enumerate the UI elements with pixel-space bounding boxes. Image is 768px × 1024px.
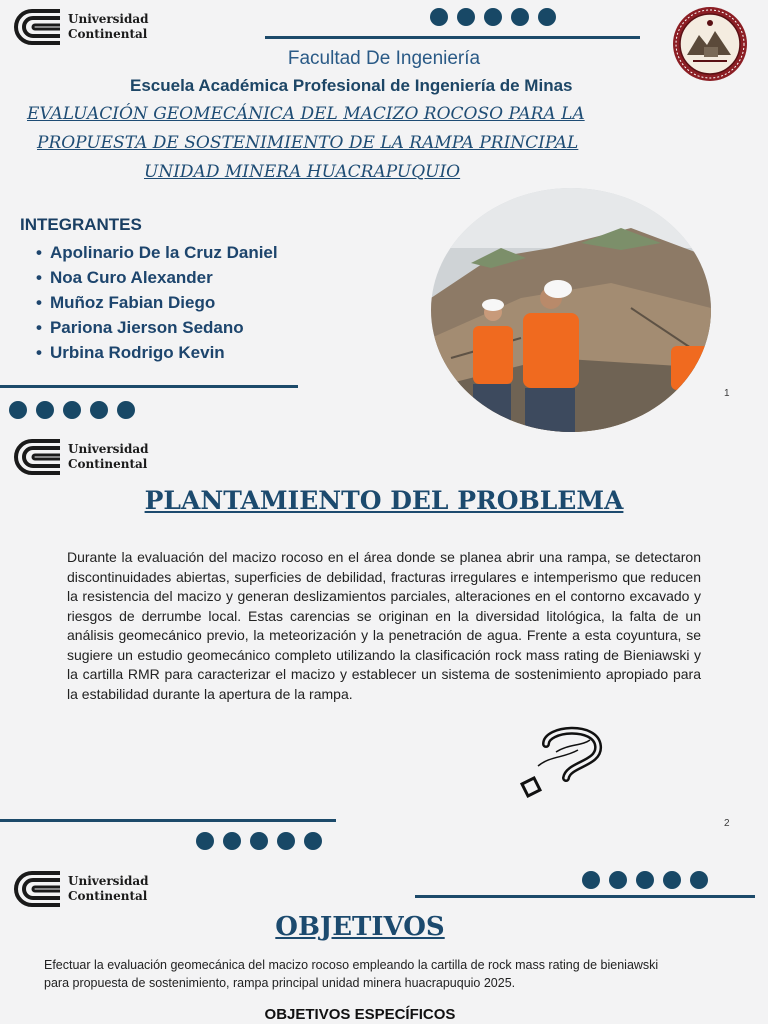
dot-icon <box>484 8 502 26</box>
decorative-dots <box>430 8 556 26</box>
list-item: • Muñoz Fabian Diego <box>36 290 278 315</box>
dot-icon <box>90 401 108 419</box>
dot-icon <box>663 871 681 889</box>
thesis-title-line-1: EVALUACIÓN GEOMECÁNICA DEL MACIZO ROCOSO PARA LA <box>27 104 585 124</box>
dot-icon <box>117 401 135 419</box>
dot-icon <box>582 871 600 889</box>
field-photo <box>431 188 711 432</box>
slide-1 <box>0 0 768 432</box>
general-objective <box>44 956 744 992</box>
school-name: Escuela Académica Profesional de Ingeniería de Minas <box>130 76 573 95</box>
dot-icon <box>538 8 556 26</box>
university-logo <box>14 438 149 476</box>
logo-text-line1: Universidad <box>68 12 149 26</box>
list-item: • Apolinario De la Cruz Daniel <box>36 240 278 265</box>
faculty-seal-icon <box>671 5 749 83</box>
dot-icon <box>430 8 448 26</box>
dot-icon <box>457 8 475 26</box>
general-objective-line-2: para propuesta de sostenimiento, rampa principal unidad minera huacrapuquio 2025. <box>44 976 516 990</box>
list-item: • Urbina Rodrigo Kevin <box>36 340 278 365</box>
decorative-dots <box>582 871 708 889</box>
list-item: • Noa Curo Alexander <box>36 265 278 290</box>
specific-objectives-heading: OBJETIVOS ESPECÍFICOS <box>264 1006 456 1023</box>
decorative-dots <box>9 401 135 419</box>
thesis-title-line-3: UNIDAD MINERA HUACRAPUQUIO <box>144 162 461 182</box>
page-number: 2 <box>724 818 730 829</box>
general-objective-line-1: Efectuar la evaluación geomecánica del macizo rocoso empleando la cartilla de rock mass rating de bieniawski <box>44 958 659 972</box>
dot-icon <box>636 871 654 889</box>
dot-icon <box>223 832 241 850</box>
decorative-dots <box>196 832 322 850</box>
university-logo-icon <box>14 870 62 908</box>
divider-line <box>0 819 336 822</box>
dot-icon <box>277 832 295 850</box>
problem-heading: PLANTAMIENTO DEL PROBLEMA <box>144 486 624 515</box>
dot-icon <box>196 832 214 850</box>
logo-text-line1: Universidad <box>68 874 149 888</box>
dot-icon <box>304 832 322 850</box>
dot-icon <box>511 8 529 26</box>
members-heading: INTEGRANTES <box>20 215 142 234</box>
logo-text-line1: Universidad <box>68 442 149 456</box>
university-logo <box>14 870 149 908</box>
list-item: • Pariona Jierson Sedano <box>36 315 278 340</box>
dot-icon <box>690 871 708 889</box>
logo-text-line2: Continental <box>68 27 148 41</box>
dot-icon <box>63 401 81 419</box>
slide-3 <box>0 864 768 1024</box>
slide-2 <box>0 432 768 864</box>
university-logo-icon <box>14 8 62 46</box>
logo-text-line2: Continental <box>68 889 148 903</box>
divider-line <box>265 36 640 39</box>
objectives-heading: OBJETIVOS <box>275 912 445 942</box>
members-list <box>36 240 278 365</box>
university-logo <box>14 8 149 46</box>
problem-body: Durante la evaluación del macizo rocoso en el área donde se planea abrir una rampa, se detectaron discontinuidades abiertas, superficies de debilidad, fracturas irregulares e intemperismo que reducen la resistencia del macizo y generan deslizamientos parciales, alteraciones en el contorno excavado y riesgos de derrumbe local. Estas carencias se originan en la diversidad litológica, la falta de un análisis geomecánico previo, la meteorización y la penetración de agua. Frente a esta coyuntura, se sugiere un estudio geomecánico completo utilizando la clasificación rock mass rating de Bieniawski y la cartilla RMR para caracterizar el macizo y establecer un sistema de sostenimiento apropiado para la estabilidad durante la apertura de la rampa. <box>67 549 701 702</box>
thesis-title-line-2: PROPUESTA DE SOSTENIMIENTO DE LA RAMPA PRINCIPAL <box>37 133 579 153</box>
dot-icon <box>9 401 27 419</box>
dot-icon <box>609 871 627 889</box>
page-number: 1 <box>724 388 730 399</box>
dot-icon <box>36 401 54 419</box>
divider-line <box>0 385 298 388</box>
question-mark-icon <box>516 722 606 802</box>
dot-icon <box>250 832 268 850</box>
university-logo-icon <box>14 438 62 476</box>
faculty-name: Facultad De Ingeniería <box>287 48 481 69</box>
divider-line <box>415 895 755 898</box>
logo-text-line2: Continental <box>68 457 148 471</box>
